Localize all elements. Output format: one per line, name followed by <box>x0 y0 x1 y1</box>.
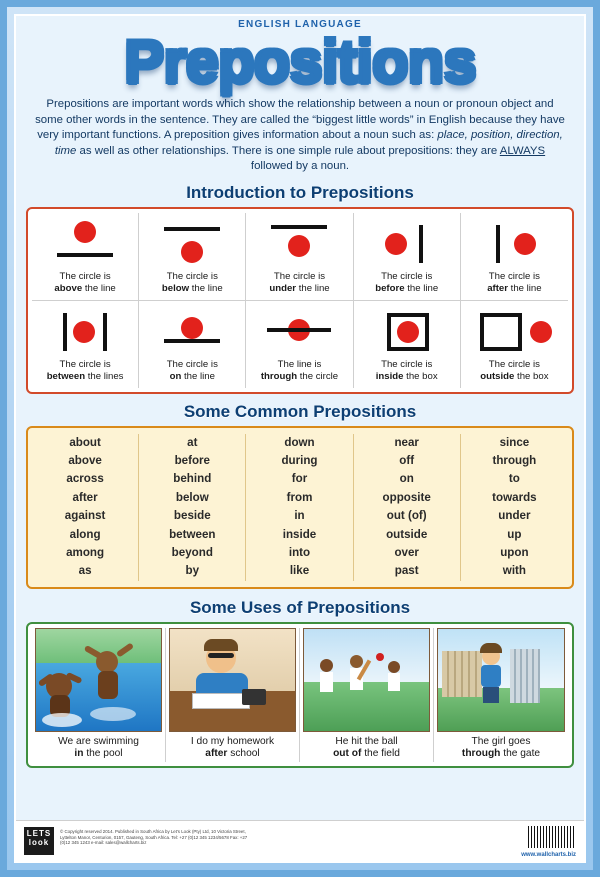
caption-bold: between <box>46 370 86 382</box>
preposition-word: since <box>499 435 530 449</box>
diagram-before <box>361 217 453 269</box>
preposition-word: outside <box>386 527 428 541</box>
illustration-cricket <box>303 628 430 732</box>
preposition-word: above <box>68 453 102 467</box>
illustration-swimming-pool <box>35 628 162 732</box>
intro-item-on <box>139 301 246 388</box>
caption <box>437 732 565 762</box>
top-label: ENGLISH LANGUAGE <box>238 19 362 30</box>
use-item-pool <box>32 628 166 762</box>
red-circle <box>530 321 552 343</box>
adult-body <box>98 671 118 699</box>
caption-pre: The circle is <box>59 270 111 282</box>
caption <box>356 271 458 295</box>
diagram-under <box>253 217 345 269</box>
preposition-word: beyond <box>171 545 213 559</box>
caption-bold: outside <box>480 370 515 382</box>
preposition-word: through <box>492 453 537 467</box>
intro-item-outside <box>461 301 568 388</box>
caption-post: the line <box>191 282 223 294</box>
black-line <box>57 253 113 257</box>
caption-bold: after <box>487 282 508 294</box>
caption-pre: The girl goes <box>471 735 531 747</box>
intro-underline: ALWAYS <box>499 144 546 157</box>
preposition-word: towards <box>492 490 537 504</box>
caption <box>356 359 458 383</box>
caption-post: the field <box>364 747 400 759</box>
caption-bold: above <box>54 282 83 294</box>
poster-inner <box>14 14 586 863</box>
black-line <box>164 227 220 231</box>
caption-pre: The circle is <box>273 270 326 282</box>
introduction-grid <box>26 207 574 394</box>
preposition-word: across <box>66 472 104 486</box>
intro-emphasis: place, position, direction, time <box>54 129 563 157</box>
preposition-word: against <box>64 509 106 523</box>
website-link[interactable]: www.wallcharts.biz <box>521 852 576 858</box>
fence <box>442 651 482 697</box>
caption <box>463 359 566 383</box>
red-circle <box>397 321 419 343</box>
preposition-word: over <box>394 545 419 559</box>
publisher-logo <box>24 827 54 855</box>
caption <box>141 359 243 383</box>
caption-post: the line <box>407 282 439 294</box>
red-circle <box>288 235 310 257</box>
caption-bold: out of <box>333 747 362 759</box>
boy-hair <box>204 639 238 651</box>
page-title: Prepositions <box>16 31 584 93</box>
water-splash <box>90 707 136 721</box>
caption <box>141 271 243 295</box>
preposition-word: up <box>507 527 522 541</box>
logo-line-1: LETS <box>26 829 52 838</box>
uses-grid <box>32 628 568 762</box>
introduction-grid-row-2 <box>32 301 568 388</box>
preposition-word: under <box>498 509 531 523</box>
black-line <box>164 339 220 343</box>
caption <box>34 271 136 295</box>
intro-paragraph <box>16 95 584 181</box>
section-heading-common: Some Common Prepositions <box>183 401 417 421</box>
illustration-gate <box>437 628 565 732</box>
preposition-word: inside <box>282 527 317 541</box>
girl-shirt <box>481 665 501 687</box>
red-circle <box>74 221 96 243</box>
intro-item-after <box>461 213 568 301</box>
caption <box>303 732 430 762</box>
prepositions-column-5 <box>461 434 568 581</box>
caption-bold: before <box>375 282 405 294</box>
prepositions-column-3 <box>246 434 353 581</box>
caption <box>35 732 162 762</box>
red-circle <box>385 233 407 255</box>
preposition-word: near <box>394 435 419 449</box>
preposition-word: along <box>69 527 101 541</box>
caption <box>248 359 350 383</box>
caption-post: the line <box>510 282 542 294</box>
caption-pre: The circle is <box>59 358 111 370</box>
preposition-word: for <box>291 472 308 486</box>
red-circle <box>514 233 536 255</box>
common-prepositions-columns <box>32 434 568 581</box>
cricket-ball <box>376 653 384 661</box>
black-line <box>419 225 423 263</box>
preposition-word: into <box>288 545 311 559</box>
fielder-head <box>388 661 400 673</box>
preposition-word: from <box>286 490 313 504</box>
preposition-word: to <box>508 472 520 486</box>
barcode <box>528 826 576 848</box>
preposition-word: between <box>169 527 216 541</box>
black-square <box>480 313 522 351</box>
caption <box>34 359 136 383</box>
intro-line-5a: simple rule about prepositions: they are <box>298 144 500 157</box>
use-item-homework <box>166 628 300 762</box>
section-heading-introduction: Introduction to Prepositions <box>186 182 414 202</box>
preposition-word: upon <box>500 545 529 559</box>
preposition-word: as <box>78 564 92 578</box>
section-heading-uses: Some Uses of Prepositions <box>189 597 411 617</box>
uses-box <box>26 622 574 768</box>
intro-line-4b: as well as other relationships. There is one <box>76 144 296 157</box>
caption-pre: He hit the ball <box>335 735 398 747</box>
preposition-word: on <box>399 472 414 486</box>
preposition-word: at <box>187 435 198 449</box>
preposition-word: before <box>174 453 210 467</box>
caption-pre: The circle is <box>488 358 540 370</box>
black-line <box>267 328 331 332</box>
diagram-outside <box>468 305 560 357</box>
glasses <box>208 653 234 658</box>
prepositions-column-2 <box>139 434 246 581</box>
preposition-word: after <box>72 490 98 504</box>
player-head <box>320 659 333 672</box>
copyright-text: © Copyright reserved 2014. Published in South Africa by Let's Look (Pty) Ltd, 10 Victoria Street, Lyttelton Manor, Centurion, 0157, Gauteng, South Africa. Tel: +27 (0)12 345 1234/5678 Fax: +27 (0)12 345 1243 e-mail: sales@wallcharts.biz <box>60 829 248 846</box>
gate <box>510 649 540 703</box>
prepositions-column-4 <box>354 434 461 581</box>
preposition-word: by <box>185 564 200 578</box>
intro-line-1: Prepositions are important words which show the relationship between a noun or pronoun <box>46 98 498 110</box>
diagram-after <box>468 217 560 269</box>
preposition-word: behind <box>173 472 212 486</box>
caption-post: the gate <box>503 747 541 759</box>
caption-post: the line <box>298 282 330 294</box>
introduction-grid-row-1 <box>32 213 568 301</box>
black-line-left <box>63 313 67 351</box>
caption <box>463 271 566 295</box>
caption-pre: I do my homework <box>190 735 275 747</box>
caption-post: the box <box>406 370 438 382</box>
preposition-word: like <box>289 564 310 578</box>
preposition-word: past <box>394 564 419 578</box>
girl-skirt <box>483 687 499 703</box>
intro-item-between <box>32 301 139 388</box>
intro-item-through <box>246 301 353 388</box>
caption <box>169 732 296 762</box>
caption-pre: The circle is <box>488 270 540 282</box>
caption-post: the lines <box>87 370 124 382</box>
caption-bold: through <box>260 370 298 382</box>
preposition-word: out (of) <box>386 509 427 523</box>
intro-line-2: object and some other words in the sentence. They are called the “biggest little words” in <box>35 98 554 126</box>
prepositions-column-1 <box>32 434 139 581</box>
black-line <box>496 225 500 263</box>
preposition-word: about <box>69 435 101 449</box>
caption-post: the box <box>517 370 549 382</box>
use-item-gate <box>434 628 568 762</box>
caption-bold: after <box>205 747 228 759</box>
caption-pre: We are swimming <box>58 735 139 747</box>
intro-item-below <box>139 213 246 301</box>
caption-pre: The circle is <box>381 358 433 370</box>
intro-item-before <box>354 213 461 301</box>
player-body <box>320 672 333 692</box>
caption-bold: on <box>169 370 182 382</box>
preposition-word: down <box>284 435 315 449</box>
caption-post: the line <box>84 282 116 294</box>
diagram-above <box>39 217 131 269</box>
preposition-word: opposite <box>382 490 431 504</box>
caption-pre: The circle is <box>381 270 433 282</box>
diagram-inside <box>361 305 453 357</box>
caption-post: the line <box>184 370 215 382</box>
intro-item-above <box>32 213 139 301</box>
red-circle <box>181 317 203 339</box>
intro-line-3: English because they have very important functions. A preposition gives information about <box>37 113 565 141</box>
intro-item-inside <box>354 301 461 388</box>
black-line <box>271 225 327 229</box>
diagram-between <box>39 305 131 357</box>
caption-bold: in <box>74 747 84 759</box>
fielder-body <box>388 673 400 691</box>
water-splash <box>42 713 82 727</box>
preposition-word: below <box>175 490 209 504</box>
caption-bold: inside <box>375 370 404 382</box>
common-prepositions-box <box>26 426 574 589</box>
caption-pre: The circle is <box>166 270 218 282</box>
caption-pre: The circle is <box>166 358 218 370</box>
caption-pre: The line is <box>277 358 322 370</box>
footer <box>16 820 584 861</box>
caption-post: the circle <box>299 370 339 382</box>
device <box>242 689 266 705</box>
girl-hair <box>480 643 502 653</box>
preposition-word: off <box>399 453 415 467</box>
caption-bold: through <box>461 747 501 759</box>
caption-post: the pool <box>86 747 123 759</box>
diagram-below <box>146 217 238 269</box>
intro-line-4a: a noun such as: <box>353 129 438 141</box>
caption-bold: below <box>161 282 190 294</box>
preposition-word: beside <box>173 509 211 523</box>
preposition-word: among <box>66 545 105 559</box>
caption-bold: under <box>269 282 297 294</box>
intro-item-under <box>246 213 353 301</box>
caption <box>248 271 350 295</box>
caption-post: school <box>230 747 260 759</box>
preposition-word: with <box>502 564 526 578</box>
red-circle <box>181 241 203 263</box>
diagram-through <box>253 305 345 357</box>
preposition-word: during <box>281 453 318 467</box>
diagram-on <box>146 305 238 357</box>
intro-line-5b: followed by a noun. <box>250 160 350 172</box>
black-line-right <box>103 313 107 351</box>
batsman-head <box>350 655 363 668</box>
red-circle <box>73 321 95 343</box>
illustration-homework <box>169 628 296 732</box>
logo-line-2: look <box>28 838 50 847</box>
use-item-cricket <box>300 628 434 762</box>
preposition-word: in <box>294 509 305 523</box>
